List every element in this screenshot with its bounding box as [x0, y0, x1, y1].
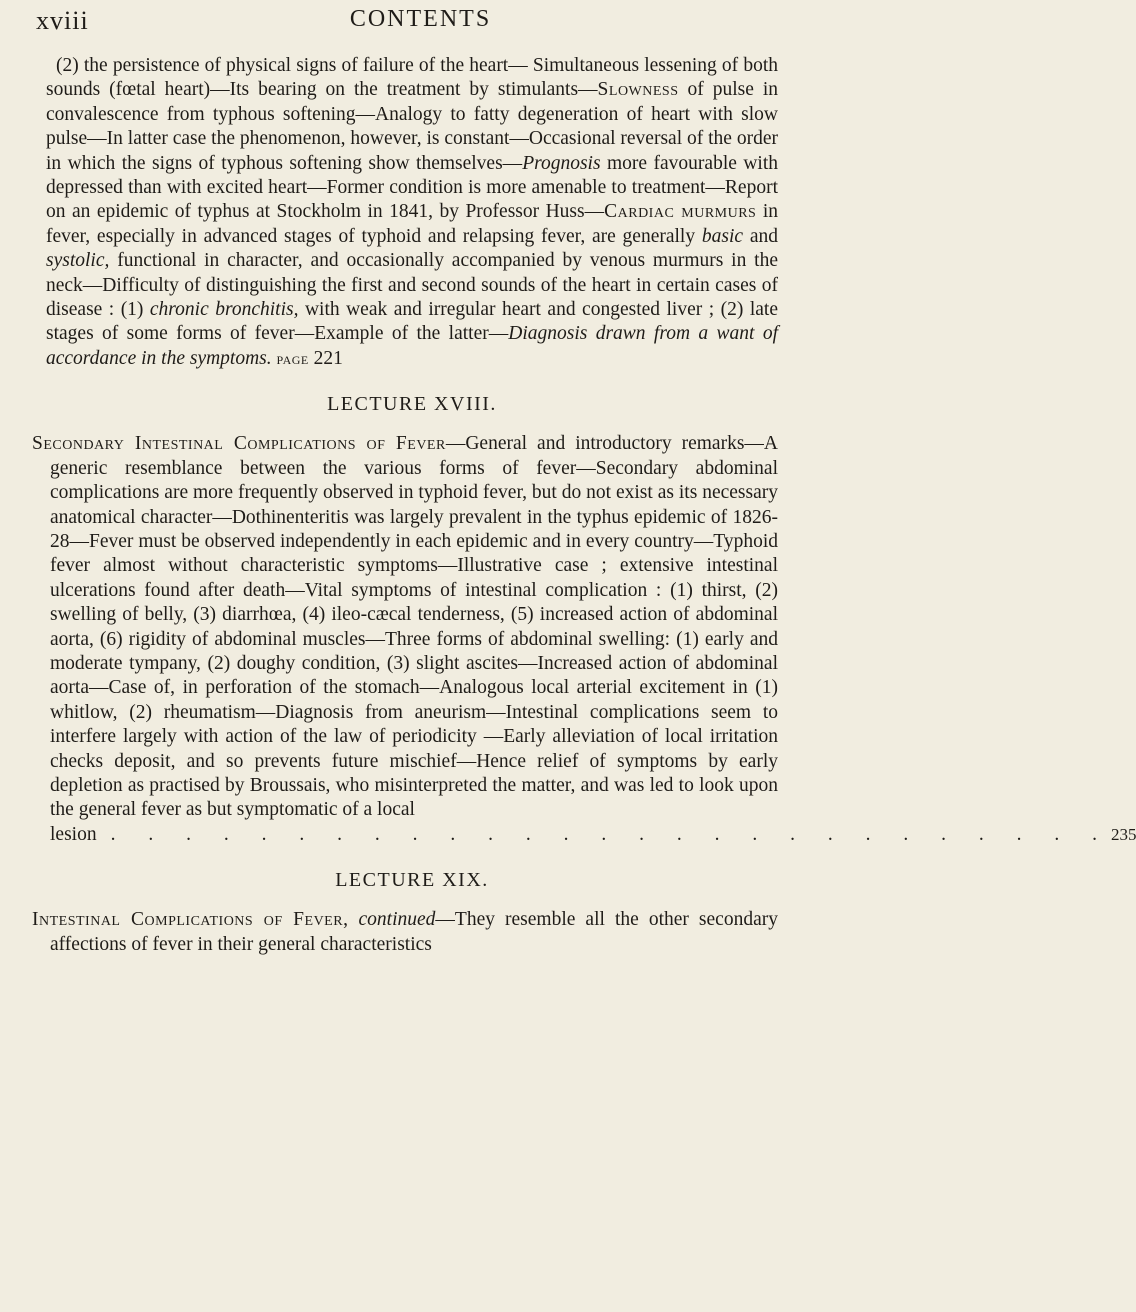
- topic-cardiac-murmurs: Cardiac murmurs: [604, 201, 757, 223]
- topic-slowness: Slowness: [597, 79, 679, 101]
- lecture-18-title: Secondary Intestinal Complications of Fever: [32, 433, 446, 455]
- text-segment: in fever, especially in advanced stages of typhoid and relapsing fever, are generally: [46, 201, 778, 247]
- lecture-18-heading: LECTURE XVIII.: [327, 393, 497, 416]
- lecture-18-text: —General and introductory remarks—A generic resemblance between the various forms of fever—Secondary abdominal complications are more frequently observed in typhoid fever, but do not exist as its necessary anatomical character—Dothinenteritis was largely prevalent in the typhus epidemic of 1826-28—Fever must be observed independently in each epidemic and in every country—Typhoid fever almost without characteristic symptoms—Illustrative case ; extensive intestinal ulcerations found after death—Vital symptoms of intestinal complication : (1) thirst, (2) swelling of belly, (3) diarrhœa, (4) ileo-cæcal tenderness, (5) increased action of abdominal aorta, (6) rigidity of abdominal muscles—Three forms of abdominal swelling: (1) early and moderate tympany, (2) doughy condition, (3) slight ascites—Increased action of abdominal aorta—Case of, in perforation of the stomach—Analogous local arterial excitement in (1) whitlow, (2) rheumatism—Diagnosis from aneurism—Intestinal complications seem to interfere largely with action of the law of periodicity —Early alleviation of local irritation checks deposit, and so prevents future mischief—Hence relief of symptoms by early depletion as practised by Broussais, who misinterpreted the matter, and was led to look upon the general fever as but symptomatic of a local: [50, 433, 778, 821]
- lecture-19-text: —They resemble all the other secondary affections of fever in their general characteristics: [50, 909, 778, 955]
- lecture-19-heading: LECTURE XIX.: [335, 869, 489, 892]
- last-word: lesion: [50, 823, 97, 845]
- page-reference: 221: [313, 347, 343, 369]
- italic-term: systolic,: [46, 250, 110, 272]
- text-segment: of pulse in convalescence from typhous softening—Analogy to fatty degeneration of heart with slow pulse—In latter case the phenomenon, however, is constant—Occasional reversal of the order in which the signs of typhous softening show themselves—: [46, 79, 778, 174]
- lecture-19-summary: [32, 908, 778, 957]
- lecture-18-summary: [32, 432, 778, 823]
- italic-term: continued: [358, 909, 436, 931]
- page-label: page: [276, 348, 309, 368]
- contents-body: [32, 54, 1136, 957]
- text-segment: with weak and irregular heart and congested liver ; (2) late stages of some forms of fever—Example of the latter—: [46, 299, 778, 345]
- text-segment: more favourable with depressed than with excited heart—Former condition is more amenable to treatment—Report on an epidemic of typhus at Stockholm in 1841, by Professor Huss—: [46, 152, 778, 223]
- text-segment: (2) the persistence of physical signs of failure of the heart— Simultaneous lessening of both sounds (fœtal heart)—Its bearing on the treatment by stimulants—: [46, 55, 778, 101]
- page-header: [36, 6, 765, 46]
- text-segment: functional in character, and occasionally accompanied by venous murmurs in the neck—Difficulty of distinguishing the first and second sounds of the heart in certain cases of disease : (1): [46, 250, 778, 321]
- italic-term: chronic bronchitis,: [149, 299, 299, 321]
- page-number: xviii: [36, 6, 89, 35]
- topic-prognosis: Prognosis: [522, 152, 601, 174]
- text-segment: and: [743, 225, 779, 247]
- topic-diagnosis: Diagnosis drawn from a want of accordance in the symptoms.: [46, 323, 778, 369]
- italic-term: basic: [701, 225, 744, 247]
- lecture-17-continuation: [46, 54, 778, 371]
- lecture-18-leader-line: [50, 823, 1136, 847]
- running-title: CONTENTS: [349, 6, 492, 32]
- lecture-19-title: Intestinal Complications of Fever,: [32, 909, 349, 931]
- dot-leader: . . . . . . . . . . . . . . . . . . . . . . . . . . .: [110, 823, 1111, 845]
- page-reference: 235: [1110, 824, 1136, 844]
